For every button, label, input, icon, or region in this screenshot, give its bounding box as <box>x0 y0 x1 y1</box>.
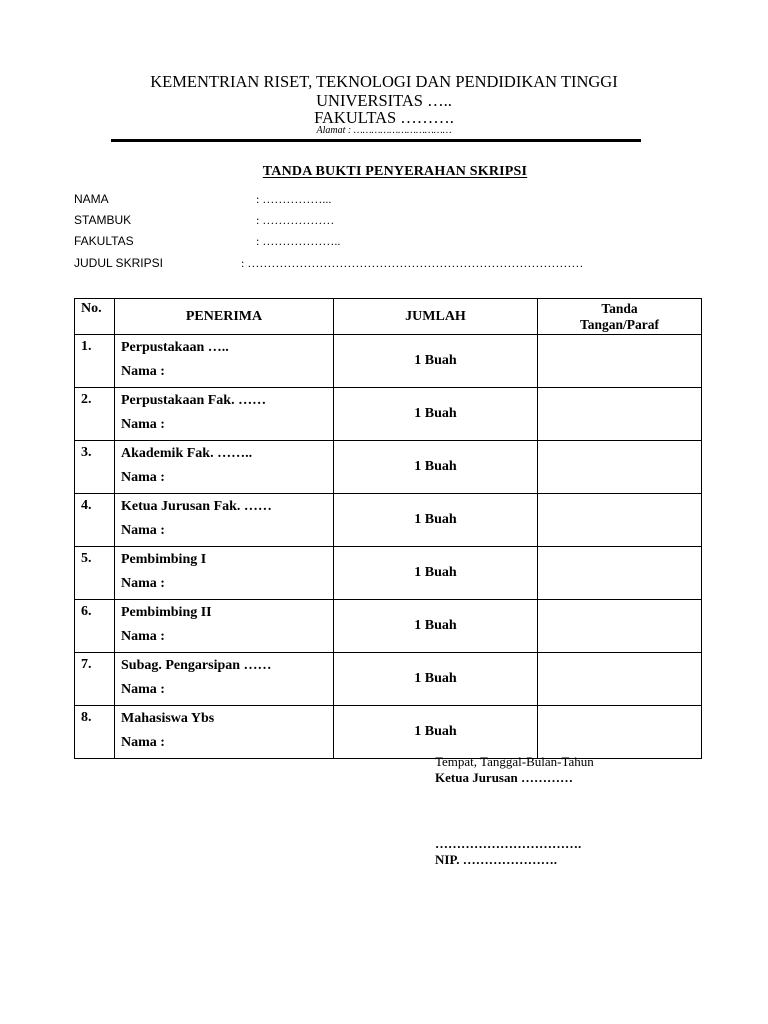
header-tanda-tangan <box>538 299 702 335</box>
row-penerima <box>115 494 334 547</box>
table-row <box>75 441 702 494</box>
row-penerima <box>115 547 334 600</box>
header-no: No. <box>75 299 115 335</box>
field-judul-value: : ………………………………………………………………………… <box>241 256 584 270</box>
table-row <box>75 335 702 388</box>
row-no: 5. <box>75 547 115 600</box>
field-fakultas-value: : ……………….. <box>256 234 341 248</box>
row-jumlah: 1 Buah <box>334 653 538 706</box>
faculty-heading: FAKULTAS ………. <box>314 108 454 127</box>
row-penerima-nama: Nama : <box>121 417 165 432</box>
row-signature-cell[interactable] <box>538 600 702 653</box>
row-no: 4. <box>75 494 115 547</box>
header-tanda-line2: Tangan/Paraf <box>579 316 660 332</box>
row-penerima <box>115 706 334 759</box>
table-row <box>75 706 702 759</box>
table-row <box>75 653 702 706</box>
row-penerima-title: Perpustakaan Fak. …… <box>121 393 267 408</box>
field-judul-label: JUDUL SKRIPSI <box>74 256 163 270</box>
row-penerima-title: Pembimbing II <box>121 605 212 620</box>
row-no: 8. <box>75 706 115 759</box>
row-penerima-nama: Nama : <box>121 682 165 697</box>
row-penerima-title: Mahasiswa Ybs <box>121 711 215 726</box>
signature-nip: NIP. …………………. <box>435 852 557 867</box>
row-jumlah: 1 Buah <box>334 600 538 653</box>
row-no: 6. <box>75 600 115 653</box>
row-no: 2. <box>75 388 115 441</box>
row-penerima <box>115 441 334 494</box>
row-signature-cell[interactable] <box>538 388 702 441</box>
row-signature-cell[interactable] <box>538 547 702 600</box>
table-row <box>75 388 702 441</box>
row-penerima-title: Subag. Pengarsipan …… <box>121 658 272 673</box>
table-row <box>75 547 702 600</box>
table-row <box>75 494 702 547</box>
row-jumlah: 1 Buah <box>334 706 538 759</box>
table-row <box>75 600 702 653</box>
row-signature-cell[interactable] <box>538 653 702 706</box>
row-jumlah: 1 Buah <box>334 547 538 600</box>
field-fakultas <box>74 234 341 248</box>
ministry-heading: KEMENTRIAN RISET, TEKNOLOGI DAN PENDIDIKAN TINGGI <box>150 72 618 91</box>
row-signature-cell[interactable] <box>538 706 702 759</box>
row-penerima-title: Perpustakaan ….. <box>121 340 229 355</box>
field-stambuk <box>74 213 335 227</box>
row-jumlah: 1 Buah <box>334 441 538 494</box>
row-signature-cell[interactable] <box>538 494 702 547</box>
row-jumlah: 1 Buah <box>334 494 538 547</box>
field-nama-value: : ……………... <box>256 192 332 206</box>
row-jumlah: 1 Buah <box>334 388 538 441</box>
row-no: 7. <box>75 653 115 706</box>
row-penerima-title: Ketua Jurusan Fak. …… <box>121 499 272 514</box>
university-heading: UNIVERSITAS ….. <box>316 91 452 110</box>
row-signature-cell[interactable] <box>538 335 702 388</box>
row-signature-cell[interactable] <box>538 441 702 494</box>
field-judul <box>74 256 584 270</box>
header-divider <box>111 139 641 142</box>
field-nama-label: NAMA <box>74 192 109 206</box>
row-penerima-nama: Nama : <box>121 576 165 591</box>
row-penerima-nama: Nama : <box>121 364 165 379</box>
row-penerima-nama: Nama : <box>121 523 165 538</box>
header-tanda-line1: Tanda <box>601 300 638 316</box>
header-jumlah: JUMLAH <box>334 299 538 335</box>
table-header-row <box>75 299 702 335</box>
row-penerima-nama: Nama : <box>121 629 165 644</box>
address-line: Alamat : …………………………… <box>316 125 452 136</box>
field-stambuk-label: STAMBUK <box>74 213 132 227</box>
row-no: 1. <box>75 335 115 388</box>
row-penerima <box>115 600 334 653</box>
field-fakultas-label: FAKULTAS <box>74 234 134 248</box>
signature-place-date: Tempat, Tanggal-Bulan-Tahun <box>435 754 594 769</box>
header-penerima: PENERIMA <box>115 299 334 335</box>
row-penerima <box>115 335 334 388</box>
row-no: 3. <box>75 441 115 494</box>
signature-name-line: ……………………………. <box>435 836 582 851</box>
recipients-table <box>74 298 702 759</box>
field-stambuk-value: : ……………… <box>256 213 335 227</box>
row-penerima-title: Akademik Fak. …….. <box>121 446 253 461</box>
row-penerima-nama: Nama : <box>121 470 165 485</box>
field-nama <box>74 192 332 206</box>
row-jumlah: 1 Buah <box>334 335 538 388</box>
row-penerima <box>115 388 334 441</box>
signature-role: Ketua Jurusan ………… <box>435 770 573 785</box>
row-penerima <box>115 653 334 706</box>
row-penerima-title: Pembimbing I <box>121 552 207 567</box>
row-penerima-nama: Nama : <box>121 735 165 750</box>
document-title: TANDA BUKTI PENYERAHAN SKRIPSI <box>262 164 528 179</box>
